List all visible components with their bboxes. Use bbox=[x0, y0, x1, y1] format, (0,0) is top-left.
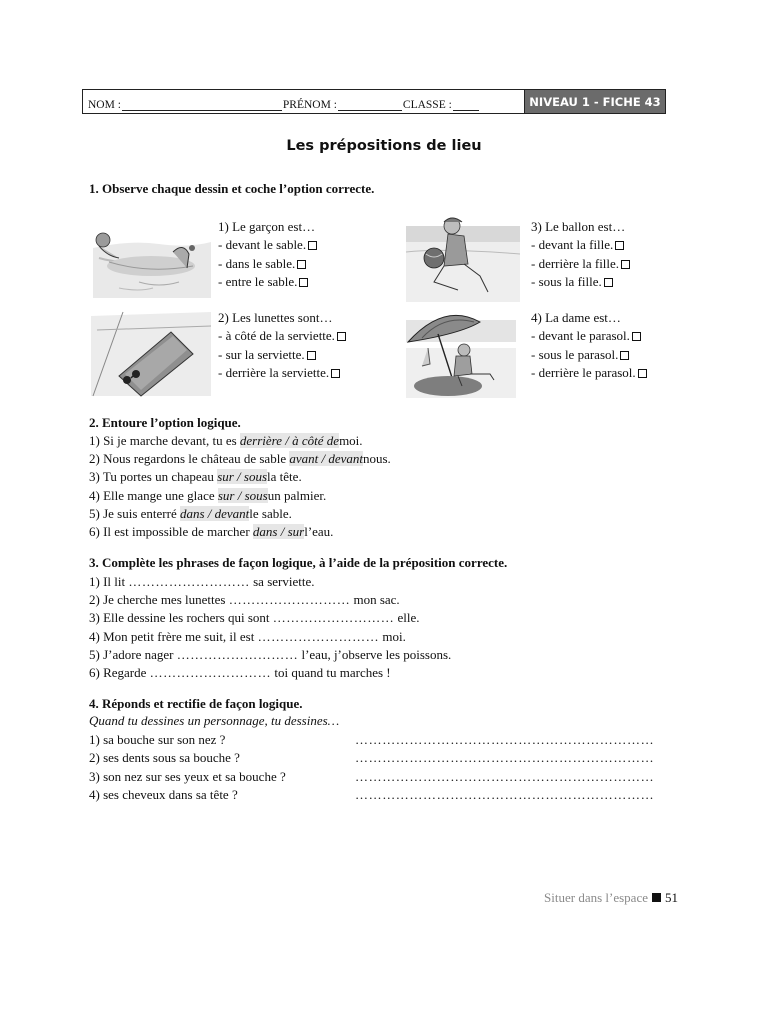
answer-field[interactable]: ………………………………………………………… bbox=[355, 732, 655, 747]
question-2-option-1[interactable]: - à côté de la serviette. bbox=[218, 327, 346, 345]
choice-option[interactable]: sur / sous bbox=[217, 487, 268, 503]
section4-title: 4. Réponds et rectifie de façon logique. bbox=[89, 696, 303, 711]
footer-section-label: Situer dans l’espace bbox=[544, 890, 648, 905]
section4-lines bbox=[89, 731, 654, 805]
question-4 bbox=[531, 309, 647, 382]
list-item: 1) sa bouche sur son nez ? ………………………………………………………… bbox=[89, 731, 654, 749]
checkbox[interactable] bbox=[307, 351, 316, 360]
classe-field[interactable] bbox=[453, 100, 479, 111]
square-bullet-icon bbox=[652, 893, 661, 902]
question-2-option-3[interactable]: - derrière la serviette. bbox=[218, 364, 346, 382]
level-badge: NIVEAU 1 - FICHE 43 bbox=[524, 90, 665, 113]
question-3-option-3[interactable]: - sous la fille. bbox=[531, 273, 630, 291]
section2-title: 2. Entoure l’option logique. bbox=[89, 415, 241, 430]
choice-option[interactable]: dans / devant bbox=[179, 505, 250, 521]
section1-title: 1. Observe chaque dessin et coche l’option correcte. bbox=[89, 181, 375, 196]
list-item: 4) Elle mange une glace sur / sousun palmier. bbox=[89, 487, 327, 503]
question-3-option-2[interactable]: - derrière la fille. bbox=[531, 255, 630, 273]
girl-with-ball-illustration bbox=[404, 212, 522, 304]
question-4-option-3[interactable]: - derrière le parasol. bbox=[531, 364, 647, 382]
question-4-option-2[interactable]: - sous le parasol. bbox=[531, 346, 647, 364]
blank-field[interactable]: ……………………… bbox=[228, 592, 351, 608]
section4-subtitle: Quand tu dessines un personnage, tu dessines… bbox=[89, 713, 340, 728]
list-item: 2) Je cherche mes lunettes ……………………… mon sac. bbox=[89, 592, 400, 608]
classe-label: CLASSE : bbox=[402, 99, 452, 111]
question-4-option-1[interactable]: - devant le parasol. bbox=[531, 327, 647, 345]
checkbox[interactable] bbox=[620, 351, 629, 360]
choice-option[interactable]: dans / sur bbox=[252, 524, 305, 540]
list-item: 5) Je suis enterré dans / devantle sable. bbox=[89, 505, 292, 521]
blank-field[interactable]: ……………………… bbox=[149, 665, 272, 681]
list-item: 2) Nous regardons le château de sable avant / devantnous. bbox=[89, 451, 391, 467]
checkbox[interactable] bbox=[337, 332, 346, 341]
question-1-prompt: 1) Le garçon est… bbox=[218, 219, 316, 234]
checkbox[interactable] bbox=[299, 278, 308, 287]
list-item: 6) Il est impossible de marcher dans / surl’eau. bbox=[89, 524, 334, 540]
question-2-prompt: 2) Les lunettes sont… bbox=[218, 310, 333, 325]
nom-field[interactable] bbox=[122, 100, 282, 111]
page-footer bbox=[544, 890, 678, 906]
list-item: 3) son nez sur ses yeux et sa bouche ? ………………………………………………………… bbox=[89, 768, 654, 786]
answer-field[interactable]: ………………………………………………………… bbox=[355, 768, 655, 784]
question-1-option-3[interactable]: - entre le sable. bbox=[218, 273, 317, 291]
checkbox[interactable] bbox=[615, 241, 624, 250]
question-1-option-2[interactable]: - dans le sable. bbox=[218, 255, 317, 273]
student-fields bbox=[83, 90, 524, 113]
page-number: 51 bbox=[665, 890, 678, 905]
answer-field[interactable]: ………………………………………………………… bbox=[355, 750, 655, 766]
choice-option[interactable]: avant / devant bbox=[289, 451, 363, 467]
question-3-prompt: 3) Le ballon est… bbox=[531, 219, 626, 234]
question-2 bbox=[218, 309, 346, 382]
list-item: 3) Tu portes un chapeau sur / sousla tête. bbox=[89, 469, 302, 485]
checkbox[interactable] bbox=[297, 260, 306, 269]
list-item: 5) J’adore nager ……………………… l’eau, j’observe les poissons. bbox=[89, 646, 452, 662]
checkbox[interactable] bbox=[331, 369, 340, 378]
section3-title: 3. Complète les phrases de façon logique, à l’aide de la préposition correcte. bbox=[89, 555, 508, 570]
choice-option[interactable]: sur / sous bbox=[217, 469, 268, 485]
choice-option[interactable]: derrière / à côté de bbox=[239, 433, 340, 448]
blank-field[interactable]: ……………………… bbox=[272, 610, 395, 626]
question-3 bbox=[531, 218, 630, 291]
blank-field[interactable]: ……………………… bbox=[257, 628, 380, 644]
question-2-option-2[interactable]: - sur la serviette. bbox=[218, 346, 346, 364]
checkbox[interactable] bbox=[604, 278, 613, 287]
checkbox[interactable] bbox=[308, 241, 317, 250]
checkbox[interactable] bbox=[621, 260, 630, 269]
prenom-label: PRÉNOM : bbox=[282, 99, 337, 111]
list-item: 4) Mon petit frère me suit, il est ……………………… moi. bbox=[89, 628, 406, 644]
blank-field[interactable]: ……………………… bbox=[176, 646, 299, 662]
list-item: 3) Elle dessine les rochers qui sont ……………………… elle. bbox=[89, 610, 420, 626]
lady-under-parasol-illustration bbox=[404, 308, 518, 400]
page-title: Les prépositions de lieu bbox=[286, 138, 482, 154]
nom-label: NOM : bbox=[88, 99, 121, 111]
boy-in-sand-illustration bbox=[89, 218, 213, 300]
list-item: 1) Il lit ……………………… sa serviette. bbox=[89, 574, 315, 589]
header-box bbox=[82, 89, 666, 114]
prenom-field[interactable] bbox=[338, 100, 402, 111]
checkbox[interactable] bbox=[632, 332, 641, 341]
answer-field[interactable]: ………………………………………………………… bbox=[355, 787, 655, 803]
question-3-option-1[interactable]: - devant la fille. bbox=[531, 236, 630, 254]
list-item: 1) Si je marche devant, tu es derrière / à côté demoi. bbox=[89, 433, 363, 448]
list-item: 6) Regarde ……………………… toi quand tu marches ! bbox=[89, 665, 391, 681]
glasses-on-towel-illustration bbox=[89, 310, 213, 398]
blank-field[interactable]: ……………………… bbox=[128, 574, 250, 589]
section2-lines bbox=[89, 432, 391, 541]
section3-lines bbox=[89, 573, 451, 682]
list-item: 4) ses cheveux dans sa tête ? ………………………………………………………… bbox=[89, 786, 654, 804]
question-1-option-1[interactable]: - devant le sable. bbox=[218, 236, 317, 254]
question-4-prompt: 4) La dame est… bbox=[531, 310, 621, 325]
checkbox[interactable] bbox=[638, 369, 647, 378]
question-1 bbox=[218, 218, 317, 291]
list-item: 2) ses dents sous sa bouche ? ………………………………………………………… bbox=[89, 749, 654, 767]
